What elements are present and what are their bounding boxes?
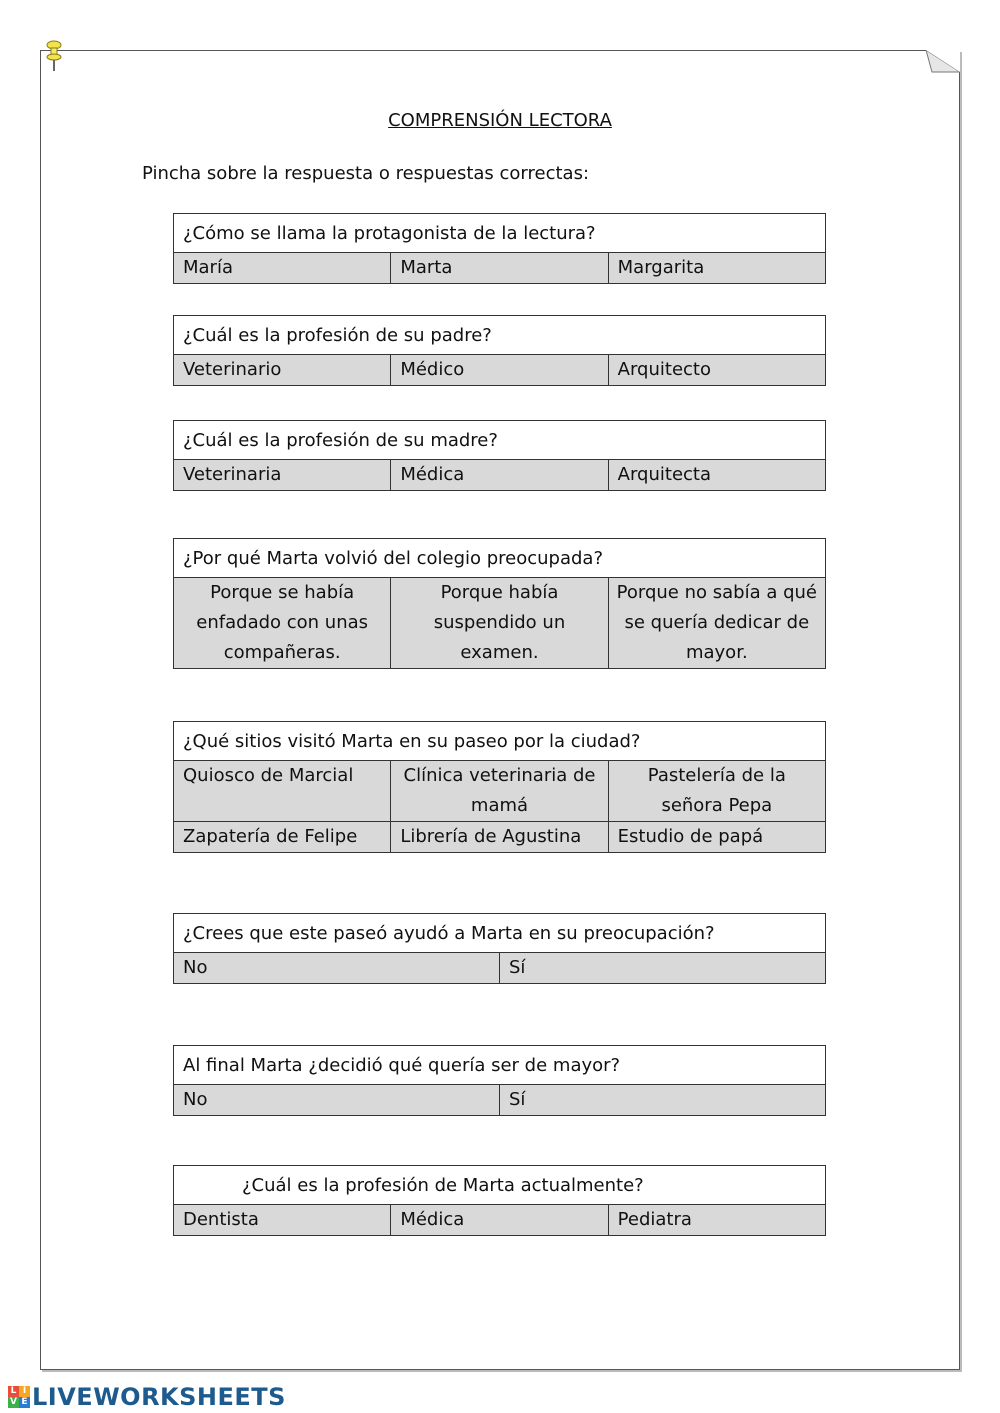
question-4-text: ¿Por qué Marta volvió del colegio preocupada? — [174, 539, 826, 578]
question-8-text: ¿Cuál es la profesión de Marta actualmente? — [174, 1166, 826, 1205]
question-2-text: ¿Cuál es la profesión de su padre? — [174, 316, 826, 355]
brand-name: LIVEWORKSHEETS — [32, 1383, 286, 1411]
answer-option[interactable]: Médico — [391, 355, 608, 386]
answer-option[interactable]: Arquitecto — [608, 355, 825, 386]
answer-option[interactable]: María — [174, 253, 391, 284]
answer-option[interactable]: Marta — [391, 253, 608, 284]
question-3-table — [173, 420, 826, 491]
answer-option[interactable]: Pediatra — [608, 1205, 825, 1236]
worksheet-title: COMPRENSIÓN LECTORA — [388, 110, 612, 131]
question-2-table — [173, 315, 826, 386]
instructions-text: Pincha sobre la respuesta o respuestas correctas: — [142, 163, 590, 184]
answer-option[interactable]: Clínica veterinaria de mamá — [391, 761, 608, 822]
answer-option[interactable]: No — [174, 1085, 500, 1116]
question-1-text: ¿Cómo se llama la protagonista de la lectura? — [174, 214, 826, 253]
answer-option[interactable]: Veterinaria — [174, 460, 391, 491]
answer-option[interactable]: Porque no sabía a qué se quería dedicar de mayor. — [608, 578, 825, 669]
answer-option[interactable]: Arquitecta — [608, 460, 825, 491]
answer-option[interactable]: Librería de Agustina — [391, 822, 608, 853]
answer-option[interactable]: Sí — [500, 1085, 826, 1116]
answer-option[interactable]: Médica — [391, 1205, 608, 1236]
question-6-text: ¿Crees que este paseó ayudó a Marta en su preocupación? — [174, 914, 826, 953]
liveworksheets-logo — [8, 1382, 286, 1412]
answer-option[interactable]: Veterinario — [174, 355, 391, 386]
answer-option[interactable]: Sí — [500, 953, 826, 984]
answer-option[interactable]: Pastelería de la señora Pepa — [608, 761, 825, 822]
question-4-table — [173, 538, 826, 669]
question-7-text: Al final Marta ¿decidió qué quería ser de mayor? — [174, 1046, 826, 1085]
question-8-table — [173, 1165, 826, 1236]
question-6-table — [173, 913, 826, 984]
answer-option[interactable]: Estudio de papá — [608, 822, 825, 853]
answer-option[interactable]: No — [174, 953, 500, 984]
answer-option[interactable]: Margarita — [608, 253, 825, 284]
answer-option[interactable]: Dentista — [174, 1205, 391, 1236]
page-corner-fold-icon — [926, 50, 960, 74]
question-7-table — [173, 1045, 826, 1116]
answer-option[interactable]: Porque se había enfadado con unas compañeras. — [174, 578, 391, 669]
question-1-table — [173, 213, 826, 284]
question-5-text: ¿Qué sitios visitó Marta en su paseo por la ciudad? — [174, 722, 826, 761]
answer-option[interactable]: Zapatería de Felipe — [174, 822, 391, 853]
liveworksheets-logo-icon: L I V E — [8, 1386, 30, 1408]
answer-option[interactable]: Médica — [391, 460, 608, 491]
answer-option[interactable]: Quiosco de Marcial — [174, 761, 391, 822]
answer-option[interactable]: Porque había suspendido un examen. — [391, 578, 608, 669]
pushpin-icon — [44, 40, 64, 72]
question-5-table — [173, 721, 826, 853]
question-3-text: ¿Cuál es la profesión de su madre? — [174, 421, 826, 460]
